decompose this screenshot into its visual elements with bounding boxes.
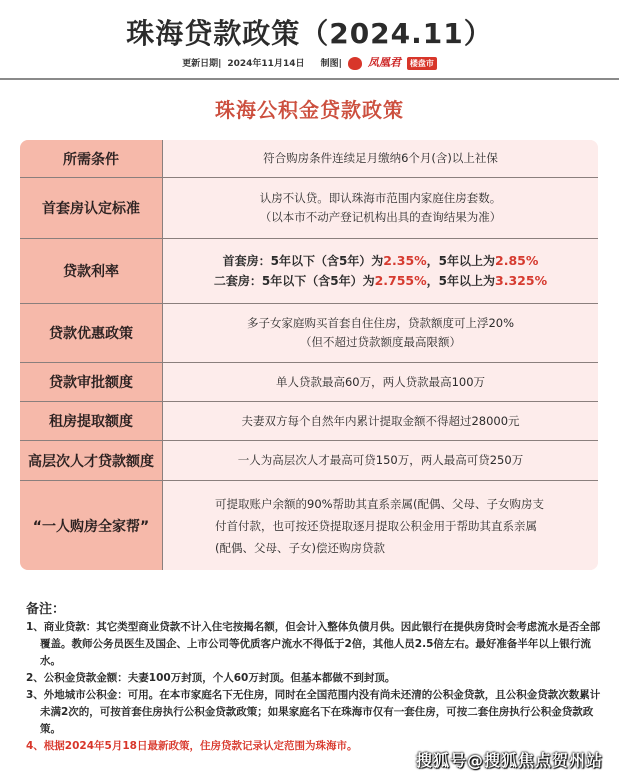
value-line: 可提取账户余额的90%帮助其直系亲属(配偶、父母、子女购房支 [215, 496, 545, 511]
rate-value: 2.755% [374, 273, 427, 288]
rate-text: ，5年以上为 [426, 274, 496, 288]
rate-value: 3.325% [495, 273, 548, 288]
rate-value: 2.85% [495, 253, 539, 268]
value-line: 符合购房条件连续足月缴纳6个月(含)以上社保 [263, 151, 498, 165]
page-title: 珠海贷款政策（2024.11） [126, 17, 493, 50]
row-label: 首套房认定标准 [20, 178, 163, 238]
value-line: 夫妻双方每个自然年内累计提取金额不得超过28000元 [241, 413, 520, 428]
rate-text: ，5年以上为 [426, 254, 496, 268]
rate-line-first-home [223, 251, 539, 271]
notes-section [26, 598, 606, 755]
made-by-label: 制图| [320, 59, 342, 69]
brand-badge: 楼盘市 [407, 57, 437, 70]
value-line: 单人贷款最高60万，两人贷款最高100万 [275, 374, 486, 389]
table-row [20, 481, 598, 570]
note-item: 1、商业贷款：其它类型商业贷款不计入住宅按揭名额，但会计入整体负债月供。因此银行在提供房贷时会考虑流水是否全部覆盖。教师公务员医生及国企、上市公司等优质客户流水不得低于2倍，其他人员2.5倍左右。最好准备半年以上银行流水。 [26, 621, 601, 667]
row-value [163, 363, 598, 401]
meta-line [0, 54, 619, 70]
rate-text: 首套房：5年以下（含5年）为 [222, 254, 384, 268]
table-row [20, 441, 598, 481]
note-item: 3、外地城市公积金：可用。在本市家庭名下无住房，同时在全国范围内没有尚未还清的公积金贷款，且公积金贷款次数累计未满2次的，可按首套住房执行公积金贷款政策；如果家庭名下在珠海市仅有一套住房，可按二套住房执行公积金贷款政策。 [26, 689, 601, 735]
notes-title: 备注： [26, 602, 66, 617]
row-label: “一人购房全家帮” [20, 481, 163, 570]
table-row [20, 304, 598, 363]
brand-name: 凤凰君 [367, 56, 401, 69]
value-line: 认房不认贷。即认珠海市范围内家庭住房套数。 [259, 191, 502, 205]
row-label: 贷款审批额度 [20, 363, 163, 401]
value-line: 付首付款，也可按还贷提取逐月提取公积金用于帮助其直系亲属 [215, 518, 537, 533]
row-label: 所需条件 [20, 140, 163, 177]
note-item: 2、公积金贷款金额：夫妻100万封顶，个人60万封顶。但基本都做不到封顶。 [26, 672, 396, 684]
value-line: 一人为高层次人才最高可贷150万，两人最高可贷250万 [237, 453, 524, 467]
row-value [163, 178, 598, 238]
section-title: 珠海公积金贷款政策 [215, 98, 404, 122]
value-line: （以本市不动产登记机构出具的查询结果为准） [259, 210, 502, 224]
note-item-highlight: 4、根据2024年5月18日最新政策，住房贷款记录认定范围为珠海市。 [26, 740, 358, 752]
row-value [163, 402, 598, 440]
flame-logo-icon [348, 57, 362, 70]
row-label: 高层次人才贷款额度 [20, 441, 163, 480]
row-value [163, 304, 598, 362]
row-value [163, 239, 598, 303]
update-label: 更新日期| [182, 59, 222, 69]
rate-value: 2.35% [383, 253, 427, 268]
table-row [20, 363, 598, 402]
watermark: 搜狐号@搜狐焦点贺州站 [415, 751, 603, 770]
header [0, 0, 619, 78]
row-value [163, 481, 598, 570]
value-line: (配偶、父母、子女)偿还购房贷款 [215, 540, 385, 555]
header-divider [0, 78, 619, 80]
table-row [20, 140, 598, 178]
row-label: 贷款利率 [20, 239, 163, 303]
row-value [163, 140, 598, 177]
value-line: 多子女家庭购买首套自住住房，贷款额度可上浮20% [246, 316, 515, 330]
table-row [20, 178, 598, 239]
value-line: （但不超过贷款额度最高限额） [300, 335, 461, 349]
row-value [163, 441, 598, 480]
table-row [20, 402, 598, 441]
rate-text: 二套房：5年以下（含5年）为 [213, 274, 375, 288]
policy-table [20, 140, 598, 570]
rate-line-second-home [214, 271, 547, 291]
update-date: 2024年11月14日 [227, 59, 305, 69]
row-label: 租房提取额度 [20, 402, 163, 440]
row-label: 贷款优惠政策 [20, 304, 163, 362]
table-row [20, 239, 598, 304]
